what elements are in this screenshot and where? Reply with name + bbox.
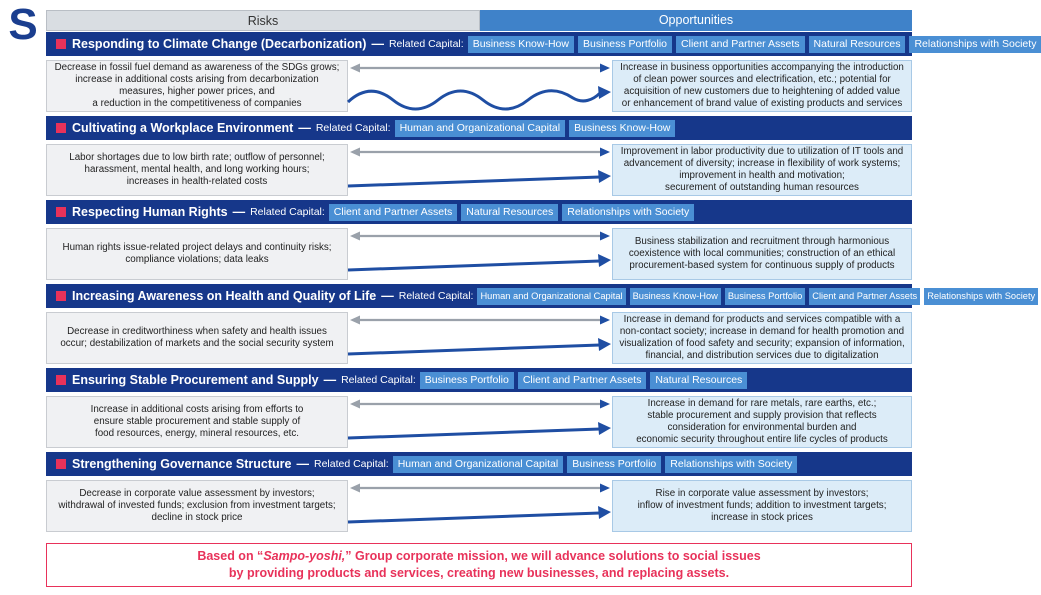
opportunity-text-line: stable procurement and supply provision that reflects (647, 410, 877, 421)
blue-transition-arrow-icon (348, 177, 600, 186)
opportunity-text-line: coexistence with local communities; construction of an ethical (628, 248, 896, 259)
opportunities-column-header: Opportunities (480, 10, 912, 31)
risk-text-line: compliance violations; data leaks (125, 254, 269, 265)
opportunity-text-line: Rise in corporate value assessment by investors; (655, 488, 869, 499)
title-dash: — (296, 457, 309, 471)
capital-tag: Natural Resources (461, 204, 558, 221)
blue-arrow-head-icon (598, 338, 611, 351)
capital-tag: Business Portfolio (725, 288, 805, 305)
capital-tag: Client and Partner Assets (676, 36, 804, 53)
pink-square-icon (56, 459, 66, 469)
title-dash: — (381, 289, 394, 303)
mission-line-2: by providing products and services, creating new businesses, and replacing assets. (228, 566, 730, 580)
opportunity-text-line: improvement in health and motivation; (679, 170, 845, 181)
section-title: Ensuring Stable Procurement and Supply (72, 373, 319, 387)
opportunity-description (612, 312, 912, 364)
arrow-head-left-icon (350, 316, 360, 325)
risk-text-line: decline in stock price (151, 512, 243, 523)
capital-tag: Business Know-How (630, 288, 721, 305)
section-2 (46, 116, 912, 198)
risk-description (46, 480, 348, 532)
transition-arrows (348, 60, 612, 112)
transition-arrows (348, 228, 612, 280)
opportunity-description (612, 480, 912, 532)
risk-description (46, 312, 348, 364)
capital-tag: Relationships with Society (909, 36, 1041, 53)
risk-text-line: a reduction in the competitiveness of companies (92, 98, 302, 109)
opportunity-text-line: acquisition of new customers due to heightening of added value (623, 86, 901, 97)
risk-text-line: occur; destabilization of markets and the social security system (60, 338, 334, 349)
opportunity-text-line: increase in stock prices (711, 512, 813, 523)
section-header (46, 368, 912, 392)
section-header (46, 116, 912, 140)
opportunity-text-line: financial, and distribution services due to digitalization (645, 350, 879, 361)
risk-text-line: Increase in additional costs arising from efforts to (90, 404, 304, 415)
section-title: Cultivating a Workplace Environment (72, 121, 294, 135)
opportunity-text-line: visualization of food safety and security; expansion of information, (619, 338, 905, 349)
opportunity-text-line: inflow of investment funds; addition to investment targets; (637, 500, 887, 511)
risk-text-line: measures, higher power prices, and (119, 86, 275, 97)
pink-square-icon (56, 39, 66, 49)
risk-text-line: increase in additional costs arising from decarbonization (75, 74, 319, 85)
related-capital-label: Related Capital: (250, 206, 325, 218)
capital-tag: Client and Partner Assets (809, 288, 920, 305)
arrow-head-right-icon (600, 484, 610, 493)
section-5 (46, 368, 912, 450)
capital-tag: Natural Resources (809, 36, 906, 53)
arrow-head-right-icon (600, 64, 610, 73)
opportunity-text-line: economic security throughout entire life cycles of products (636, 434, 888, 445)
opportunity-text-line: Increase in demand for rare metals, rare earths, etc.; (647, 398, 877, 409)
arrow-head-left-icon (350, 148, 360, 157)
transition-arrows (348, 480, 612, 532)
blue-arrow-head-icon (598, 506, 611, 519)
capital-tag: Business Portfolio (578, 36, 672, 53)
section-header (46, 284, 1036, 308)
brand-logo: S (8, 0, 38, 49)
blue-arrow-head-icon (598, 422, 611, 435)
risk-text-line: Human rights issue-related project delays and continuity risks; (62, 242, 332, 253)
title-dash: — (232, 205, 246, 219)
title-dash: — (323, 373, 337, 387)
arrow-head-left-icon (350, 232, 360, 241)
opportunity-text-line: consideration for environmental burden and (667, 422, 857, 433)
arrow-head-right-icon (600, 400, 610, 409)
capital-tag: Human and Organizational Capital (477, 288, 625, 305)
opportunity-text-line: Increase in business opportunities accompanying the introduction (620, 62, 904, 73)
risk-description (46, 396, 348, 448)
capital-tag: Business Portfolio (420, 372, 514, 389)
opportunity-text-line: Improvement in labor productivity due to utilization of IT tools and (620, 146, 904, 157)
section-title: Responding to Climate Change (Decarbonization) (72, 37, 367, 51)
opportunity-description (612, 396, 912, 448)
section-header (46, 200, 912, 224)
risk-text-line: ensure stable procurement and stable supply of (93, 416, 301, 427)
opportunity-description (612, 60, 912, 112)
risk-text-line: harassment, mental health, and long working hours; (84, 164, 310, 175)
capital-tag: Natural Resources (650, 372, 747, 389)
capital-tag: Client and Partner Assets (518, 372, 646, 389)
transition-arrows (348, 312, 612, 364)
risk-text-line: Decrease in fossil fuel demand as awareness of the SDGs grows; (54, 62, 340, 73)
related-capital-label: Related Capital: (315, 122, 391, 134)
blue-transition-arrow-icon (348, 429, 600, 438)
section-6 (46, 452, 912, 534)
capital-tag: Relationships with Society (924, 288, 1038, 305)
section-4 (46, 284, 1036, 366)
arrow-head-right-icon (600, 148, 610, 157)
section-header (46, 452, 912, 476)
capital-tag: Client and Partner Assets (329, 204, 457, 221)
transition-arrows (348, 396, 612, 448)
section-title: Strengthening Governance Structure (72, 457, 292, 471)
related-capital-label: Related Capital: (388, 38, 464, 50)
opportunity-text-line: or enhancement of brand value of existing products and services (621, 98, 903, 109)
section-title: Increasing Awareness on Health and Quality of Life (72, 289, 377, 303)
risk-text-line: food resources, energy, mineral resources, etc. (94, 428, 299, 439)
risk-description (46, 60, 348, 112)
related-capital-label: Related Capital: (313, 458, 389, 470)
pink-square-icon (56, 207, 66, 217)
arrow-head-left-icon (350, 64, 360, 73)
related-capital-label: Related Capital: (398, 290, 474, 302)
pink-square-icon (56, 375, 66, 385)
mission-line-1: Based on “Sampo-yoshi,” Group corporate mission, we will advance solutions to social issues (197, 549, 761, 563)
blue-arrow-head-icon (598, 170, 611, 183)
pink-square-icon (56, 123, 66, 133)
opportunity-text-line: non-contact society; increase in demand for health promotion and (619, 326, 905, 337)
capital-tag: Human and Organizational Capital (395, 120, 566, 137)
opportunity-text-line: Increase in demand for products and services compatible with a (623, 314, 901, 325)
capital-tag: Business Portfolio (567, 456, 661, 473)
risks-column-header: Risks (46, 10, 480, 31)
arrow-head-left-icon (350, 400, 360, 409)
blue-transition-arrow-icon (348, 345, 600, 354)
risk-text-line: increases in health-related costs (126, 176, 268, 187)
risk-text-line: Decrease in creditworthiness when safety and health issues (67, 326, 327, 337)
risk-text-line: Decrease in corporate value assessment by investors; (79, 488, 315, 499)
risk-description (46, 228, 348, 280)
opportunity-description (612, 144, 912, 196)
blue-transition-arrow-icon (348, 91, 600, 109)
risk-text-line: Labor shortages due to low birth rate; outflow of personnel; (69, 152, 325, 163)
capital-tag: Relationships with Society (562, 204, 694, 221)
blue-arrow-head-icon (598, 254, 611, 267)
opportunity-text-line: securement of outstanding human resources (665, 182, 859, 193)
mission-statement (46, 543, 912, 587)
capital-tag: Relationships with Society (665, 456, 797, 473)
opportunity-description (612, 228, 912, 280)
section-1 (46, 32, 1037, 114)
risk-description (46, 144, 348, 196)
risk-text-line: withdrawal of invested funds; exclusion from investment targets; (58, 500, 336, 511)
title-dash: — (371, 37, 384, 51)
opportunity-text-line: advancement of diversity; increase in flexibility of work systems; (623, 158, 901, 169)
capital-tag: Business Know-How (569, 120, 675, 137)
title-dash: — (298, 121, 311, 135)
arrow-head-right-icon (600, 316, 610, 325)
arrow-head-left-icon (350, 484, 360, 493)
opportunity-text-line: of clean power sources and electrification, etc.; potential for (633, 74, 891, 85)
blue-transition-arrow-icon (348, 261, 600, 270)
arrow-head-right-icon (600, 232, 610, 241)
blue-arrow-head-icon (598, 86, 611, 99)
pink-square-icon (56, 291, 66, 301)
transition-arrows (348, 144, 612, 196)
opportunity-text-line: Business stabilization and recruitment through harmonious (634, 236, 890, 247)
capital-tag: Human and Organizational Capital (393, 456, 564, 473)
related-capital-label: Related Capital: (341, 374, 416, 386)
section-title: Respecting Human Rights (72, 205, 228, 219)
section-3 (46, 200, 912, 282)
capital-tag: Business Know-How (468, 36, 574, 53)
section-header (46, 32, 1037, 56)
opportunity-text-line: procurement-based system for continuous supply of products (629, 260, 895, 271)
blue-transition-arrow-icon (348, 513, 600, 522)
